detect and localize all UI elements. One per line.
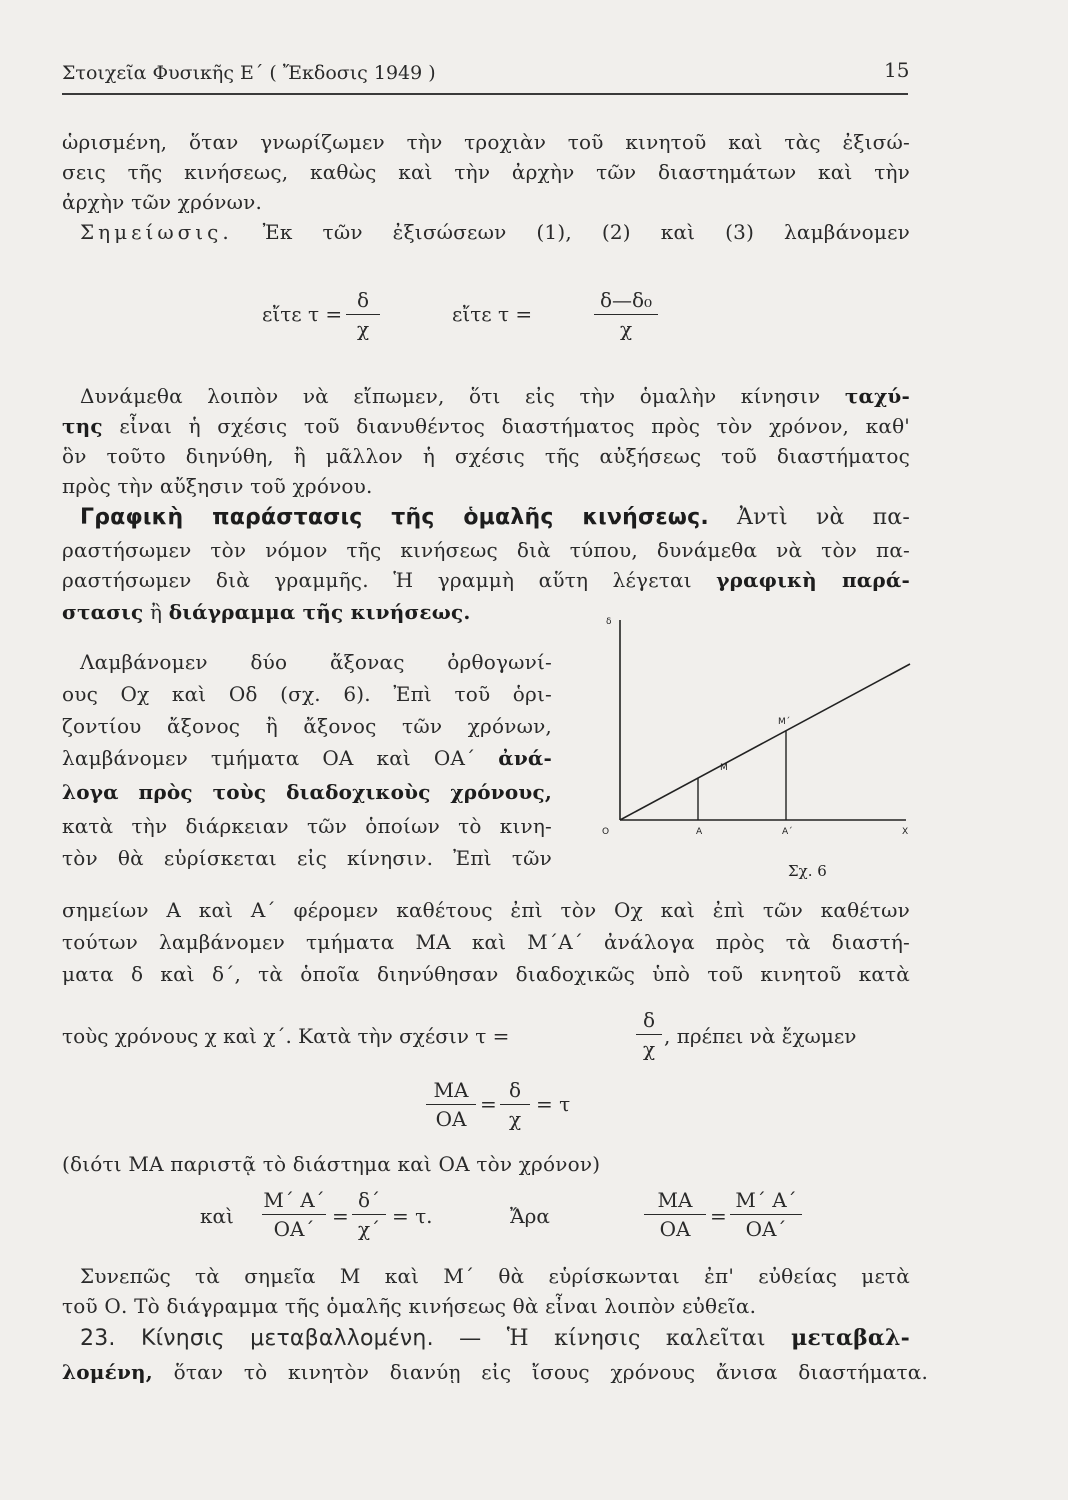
fraction-d-over-x: δ χ [636, 1008, 662, 1061]
text-line [80, 218, 910, 246]
fraction-d2-over-x2: δ΄ χ΄ [352, 1188, 386, 1241]
text-line: ζοντίου ἄξονος ἢ ἄξονος τῶν χρόνων, [62, 714, 552, 738]
fraction-MA-over-OA: ΜΑ ΟΑ [644, 1188, 706, 1241]
text-line: της εἶναι ἡ σχέσις τοῦ διανυθέντος διαστήματος πρὸς τὸν χρόνον, καθ' [62, 414, 911, 438]
text-line: τούτων λαμβάνομεν τμήματα ΜΑ καὶ Μ΄Α΄ ἀνάλογα πρὸς τὰ διαστή- [62, 930, 910, 954]
text-line: σημείων Α καὶ Α΄ φέρομεν καθέτους ἐπὶ τὸν Οχ καὶ ἐπὶ τῶν καθέτων [62, 898, 910, 922]
fraction-M2A2-over-OA2: Μ΄ Α΄ ΟΑ΄ [730, 1188, 802, 1241]
text-line: ἀρχὴν τῶν χρόνων. [62, 190, 263, 214]
header-rule [62, 93, 908, 95]
page-number: 15 [884, 58, 910, 82]
text-line: Δυνάμεθα λοιπὸν νὰ εἴπωμεν, ὅτι εἰς τὴν ὁμαλὴν κίνησιν ταχύ- [80, 384, 911, 408]
point-M2-label: M΄ [778, 717, 791, 727]
point-M-label: M [720, 763, 728, 773]
text-line: σεις τῆς κινήσεως, καθὼς καὶ τὴν ἀρχὴν τῶν διαστημάτων καὶ τὴν [62, 160, 910, 184]
note-text: Ἐκ τῶν ἐξισώσεων (1), (2) καὶ (3) λαμβάνομεν [262, 220, 910, 244]
fraction-d-minus-d0-over-x: δ—δ₀ χ [594, 288, 658, 341]
text-line: λομένη, ὅταν τὸ κινητὸν διανύῃ εἰς ἴσους χρόνους ἄνισα διαστήματα. [62, 1360, 929, 1384]
note-label: Σημείωσις. [80, 220, 233, 244]
figure-caption: Σχ. 6 [788, 862, 827, 880]
section-heading-line: Γραφικὴ παράστασις τῆς ὁμαλῆς κινήσεως. Ἀντὶ νὰ πα- [80, 505, 911, 530]
text-line: , πρέπει νὰ ἔχωμεν [664, 1024, 857, 1048]
origin-label: O [602, 827, 610, 837]
text-line: ραστήσωμεν διὰ γραμμῆς. Ἡ γραμμὴ αὕτη λέγεται γραφικὴ παρά- [62, 568, 910, 592]
fraction-M2A2-over-OA2: Μ΄ Α΄ ΟΑ΄ [263, 1188, 325, 1241]
motion-line [620, 664, 910, 820]
text-line: Συνεπῶς τὰ σημεῖα Μ καὶ Μ΄ θὰ εὑρίσκωνται ἐπ' εὐθείας μετὰ [80, 1264, 910, 1288]
conjunction: Ἄρα [510, 1204, 550, 1228]
equals-sign: = [710, 1204, 727, 1228]
fraction-d-over-x: δ χ [500, 1078, 530, 1131]
running-header: Στοιχεῖα Φυσικῆς Ε΄ ( Ἔκδοσις 1949 ) [62, 62, 436, 84]
axis-y-label: δ [606, 617, 612, 627]
formula-tail: = τ. [392, 1204, 433, 1228]
text-line: (διότι ΜΑ παριστᾷ τὸ διάστημα καὶ ΟΑ τὸν χρόνον) [62, 1152, 601, 1176]
equals-sign: = [480, 1092, 497, 1116]
figure-6-diagram [596, 608, 926, 883]
point-A2-label: A΄ [782, 827, 793, 837]
text-line: τὸν θὰ εὑρίσκεται εἰς κίνησιν. Ἐπὶ τῶν [62, 846, 552, 870]
text-line: ους Οχ καὶ Οδ (σχ. 6). Ἐπὶ τοῦ ὁρι- [62, 682, 552, 706]
text-line: ραστήσωμεν τὸν νόμον τῆς κινήσεως διὰ τύπου, δυνάμεθα νὰ τὸν πα- [62, 538, 910, 562]
text-line: ὡρισμένη, ὅταν γνωρίζωμεν τὴν τροχιὰν τοῦ κινητοῦ καὶ τὰς ἐξισώ- [62, 130, 910, 154]
text-line: πρὸς τὴν αὔξησιν τοῦ χρόνου. [62, 474, 373, 498]
axis-x-label: X [902, 827, 909, 837]
text-line: κατὰ τὴν διάρκειαν τῶν ὁποίων τὸ κινη- [62, 814, 552, 838]
text-line: τοῦ Ο. Τὸ διάγραμμα τῆς ὁμαλῆς κινήσεως θὰ εἶναι λοιπὸν εὐθεῖα. [62, 1294, 757, 1318]
section-heading-line: 23. Κίνησις μεταβαλλομένη. — Ἡ κίνησις καλεῖται μεταβαλ- [80, 1325, 910, 1351]
text-line: Λαμβάνομεν δύο ἄξονας ὀρθογωνί- [80, 650, 552, 674]
formula-tail: = τ [536, 1092, 571, 1116]
text-line: στασις ἢ διάγραμμα τῆς κινήσεως. [62, 600, 471, 624]
section-heading: Γραφικὴ παράστασις τῆς ὁμαλῆς κινήσεως. [80, 505, 709, 530]
text-line: λογα πρὸς τοὺς διαδοχικοὺς χρόνους, [62, 780, 552, 804]
formula-prefix: εἴτε τ = [452, 302, 533, 326]
fraction-d-over-x: δ χ [346, 288, 380, 341]
equals-sign: = [332, 1204, 349, 1228]
text-line: τοὺς χρόνους χ καὶ χ΄. Κατὰ τὴν σχέσιν τ = [62, 1024, 510, 1048]
formula-prefix: εἴτε τ = [262, 302, 343, 326]
point-A-label: A [696, 827, 703, 837]
text-line: ματα δ καὶ δ΄, τὰ ὁποῖα διηνύθησαν διαδοχικῶς ὑπὸ τοῦ κινητοῦ κατὰ [62, 962, 910, 986]
section-heading: 23. Κίνησις μεταβαλλομένη. [80, 1326, 434, 1351]
text-line: ὃν τοῦτο διηνύθη, ἢ μᾶλλον ἡ σχέσις τῆς αὐξήσεως τοῦ διαστήματος [62, 444, 910, 468]
fraction-MA-over-OA: ΜΑ ΟΑ [426, 1078, 476, 1131]
text-line: λαμβάνομεν τμήματα ΟΑ καὶ ΟΑ΄ ἀνά- [62, 746, 553, 770]
conjunction: καὶ [200, 1204, 234, 1228]
